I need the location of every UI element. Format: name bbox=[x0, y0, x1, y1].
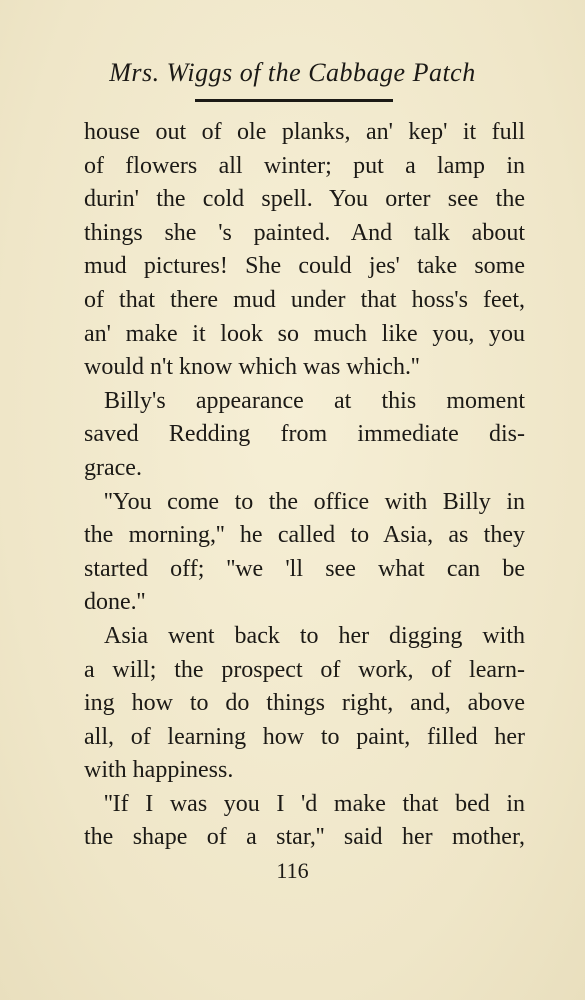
text-line: Billy's appearance at this moment bbox=[104, 387, 525, 414]
text-line: ing how to do things right, and, above bbox=[84, 690, 525, 717]
text-line: all, of learning how to paint, filled her bbox=[84, 723, 525, 750]
text-line: would n't know which was which.'' bbox=[84, 354, 420, 381]
text-line: Asia went back to her digging with bbox=[104, 622, 525, 649]
text-line: things she 's painted. And talk about bbox=[84, 219, 525, 246]
text-line: mud pictures! She could jes' take some bbox=[84, 253, 525, 280]
text-line: the shape of a star,'' said her mother, bbox=[84, 824, 525, 851]
text-line: saved Redding from immediate dis- bbox=[84, 421, 525, 448]
text-line: started off; ''we 'll see what can be bbox=[84, 555, 525, 582]
text-line: grace. bbox=[84, 454, 142, 481]
text-line: house out of ole planks, an' kep' it full bbox=[84, 119, 525, 145]
text-line: of that there mud under that hoss's feet, bbox=[84, 286, 525, 313]
header-rule bbox=[195, 99, 393, 102]
text-line: durin' the cold spell. You orter see the bbox=[84, 186, 525, 213]
text-line: done.'' bbox=[84, 589, 146, 616]
text-line: an' make it look so much like you, you bbox=[84, 320, 525, 347]
body-text bbox=[84, 116, 525, 855]
page-number: 116 bbox=[276, 858, 309, 883]
text-line: of flowers all winter; put a lamp in bbox=[84, 152, 525, 179]
text-line: ''If I was you I 'd make that bed in bbox=[104, 790, 525, 817]
text-line: a will; the prospect of work, of learn- bbox=[84, 656, 525, 683]
text-line: with happiness. bbox=[84, 757, 234, 784]
text-line: the morning,'' he called to Asia, as they bbox=[84, 522, 525, 549]
running-title: Mrs. Wiggs of the Cabbage Patch bbox=[109, 58, 476, 87]
text-line: ''You come to the office with Billy in bbox=[104, 488, 525, 515]
